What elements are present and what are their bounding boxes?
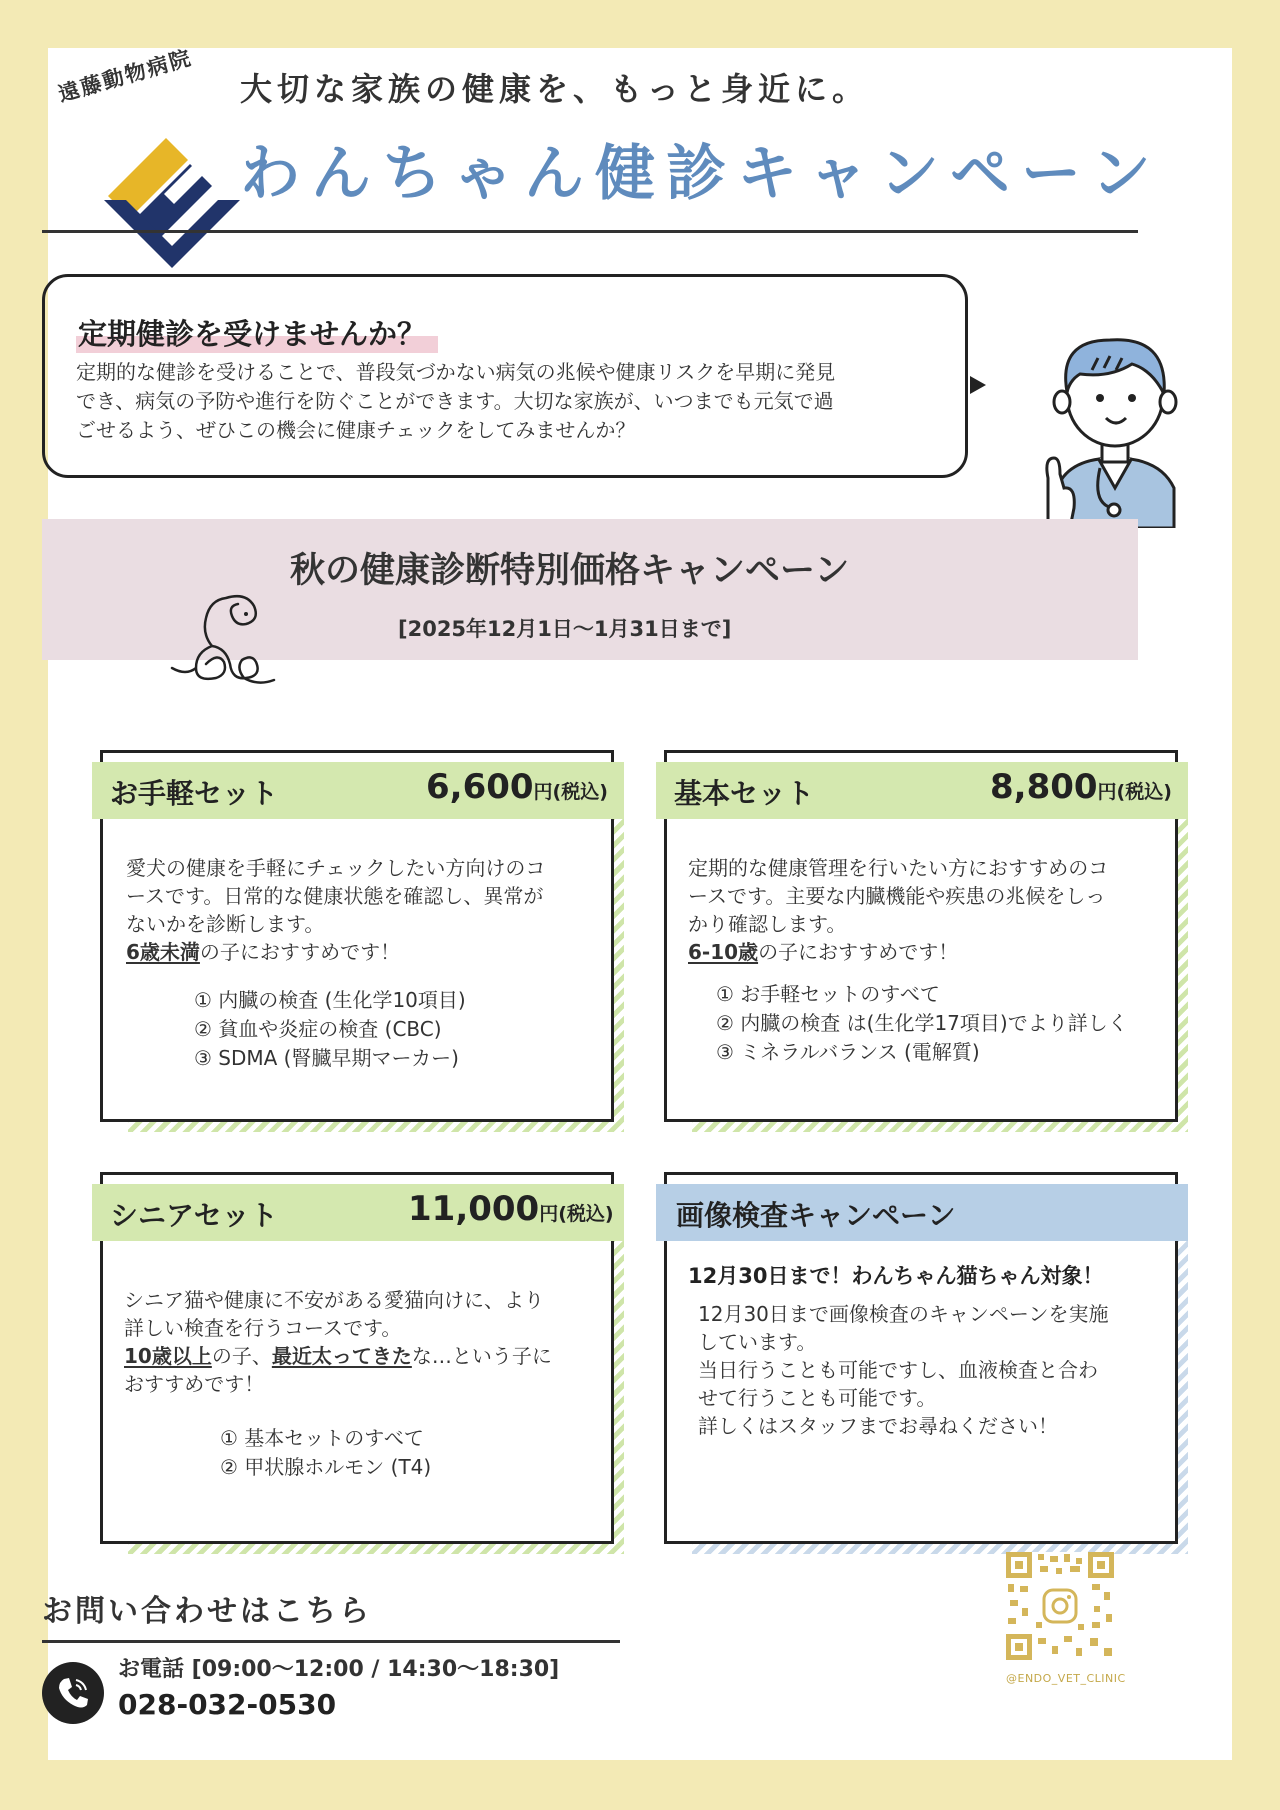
plan-items [194,986,466,1073]
clinic-name: 遠藤動物病院 [55,45,195,107]
header-divider [42,230,1138,233]
plan-description [124,1286,604,1398]
plan-item: ② 内臓の検査 は(生化学17項目)でより詳しく [716,1011,1128,1035]
bubble-tail [970,376,986,394]
tagline: 大切な家族の健康を、もっと身近に。 [240,70,870,108]
target-age-line [126,938,606,966]
plan-item: ① お手軽セットのすべて [716,982,940,1006]
description-line: 愛犬の健康を手軽にチェックしたい方向けのコ [126,856,546,880]
price-value: 8,800 [990,767,1098,807]
plan-description [688,854,1168,966]
description-line: 定期的な健康管理を行いたい方におすすめのコ [688,856,1109,880]
plan-items [716,980,1128,1067]
clinic-logo-icon [104,134,240,268]
target-age: 10歳以上 [124,1344,212,1368]
intro-heading: 定期健診を受けませんか？ [76,312,438,353]
description-line: せて行うことも可能です。 [698,1386,937,1410]
campaign-title: 秋の健康診断特別価格キャンペーン [290,551,850,591]
plan-price [408,1189,614,1229]
plan-item: ② 貧血や炎症の検査 (CBC) [194,1017,442,1041]
target-age-text: の子におすすめです！ [199,940,401,964]
description-line: 詳しくはスタッフまでお尋ねください！ [698,1414,1058,1438]
phone-hours-label: お電話 [09:00〜12:00 / 14:30〜18:30] [118,1657,560,1682]
description-line: ースです。日常的な健康状態を確認し、異常が [126,884,544,908]
imaging-highlight: 12月30日まで！わんちゃん猫ちゃん対象！ [688,1264,1104,1288]
price-value: 11,000 [408,1189,540,1229]
intro-line: ごせるよう、ぜひこの機会に健康チェックをしてみませんか？ [76,418,636,442]
description-line: 12月30日まで画像検査のキャンペーンを実施 [698,1302,1109,1326]
imaging-title: 画像検査キャンペーン [676,1199,956,1232]
target-age-text: の子、 [211,1344,272,1368]
target-age-line [688,938,1168,966]
campaign-period: [2025年12月1日〜1月31日まで] [398,617,732,641]
dog-line-art-icon [166,590,278,686]
description-line: 詳しい検査を行うコースです。 [124,1316,402,1340]
plan-price [990,767,1172,807]
price-unit: 円(税込) [1097,781,1172,803]
target-age-line [124,1342,604,1370]
contact-divider [42,1640,620,1643]
plan-name: お手軽セット [110,777,279,810]
target-age: 6-10歳 [688,940,759,964]
target-age: 6歳未満 [126,940,200,964]
plan-item: ③ SDMA (腎臓早期マーカー) [194,1046,459,1070]
target-condition-text: な…という子に [411,1344,552,1368]
description-line: ないかを診断します。 [126,912,325,936]
plan-description [126,854,606,966]
target-age-text: の子におすすめです！ [758,940,959,964]
instagram-handle[interactable]: @ENDO_VET_CLINIC [1006,1672,1126,1685]
qr-code-icon[interactable] [1006,1552,1114,1660]
target-condition: 最近太ってきた [271,1344,412,1368]
plan-price [426,767,608,807]
contact-title: お問い合わせはこちら [42,1594,372,1629]
intro-line: でき、病気の予防や進行を防ぐことができます。大切な家族が、いつまでも元気で過 [76,389,834,413]
veterinarian-illustration-icon [1040,318,1190,528]
imaging-description [698,1300,1168,1440]
plan-items [220,1424,431,1482]
price-unit: 円(税込) [533,781,608,803]
plan-name: シニアセット [110,1199,278,1232]
plan-item: ① 内臓の検査 (生化学10項目) [194,988,466,1012]
phone-icon [42,1662,104,1724]
description-line: しています。 [698,1330,817,1354]
plan-item: ① 基本セットのすべて [220,1426,424,1450]
phone-number[interactable]: 028-032-0530 [118,1688,337,1721]
description-line: かり確認します。 [688,912,847,936]
price-unit: 円(税込) [539,1203,614,1225]
description-line: 当日行うことも可能ですし、血液検査と合わ [698,1358,1098,1382]
plan-item: ③ ミネラルバランス (電解質) [716,1040,980,1064]
description-line: シニア猫や健康に不安がある愛猫向けに、より [124,1288,544,1312]
intro-text [76,358,956,445]
description-line: ースです。主要な内臓機能や疾患の兆候をしっ [688,884,1106,908]
plan-item: ② 甲状腺ホルモン (T4) [220,1455,432,1479]
intro-line: 定期的な健診を受けることで、普段気づかない病気の兆候や健康リスクを早期に発見 [76,360,836,384]
plan-name: 基本セット [674,777,815,810]
price-value: 6,600 [426,767,534,807]
page-title: わんちゃん健診キャンペーン [240,139,1162,209]
description-line: おすすめです！ [124,1372,265,1396]
